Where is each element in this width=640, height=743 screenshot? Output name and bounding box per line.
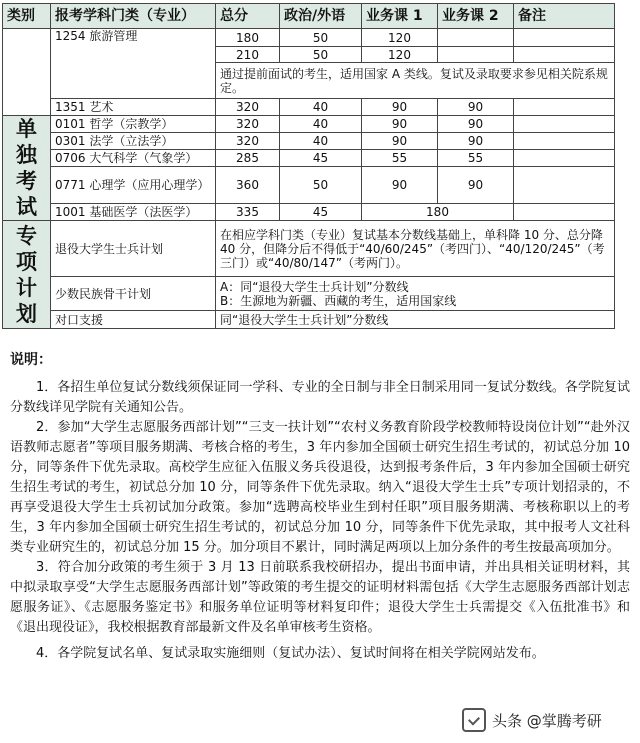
watermark-text: 头条 @掌腾考研	[492, 711, 602, 730]
course2-cell: 55	[438, 150, 514, 167]
course2-cell: 90	[438, 167, 514, 203]
course1-cell: 120	[362, 29, 438, 47]
course1-cell: 90	[362, 116, 438, 133]
politics-cell: 40	[280, 116, 362, 133]
total-cell: 335	[216, 203, 280, 220]
subject-cell: 1351 艺术	[51, 99, 216, 116]
subject-cell: 对口支援	[51, 311, 216, 329]
subject-cell: 少数民族骨干计划	[51, 277, 216, 311]
politics-cell: 45	[280, 150, 362, 167]
course2-cell: 90	[438, 116, 514, 133]
note-cell	[514, 99, 615, 116]
total-cell: 210	[216, 47, 280, 63]
policy-line-b: B：生源地为新疆、西藏的考生，适用国家线	[220, 293, 457, 308]
table-row	[3, 150, 615, 167]
category-cell	[3, 29, 51, 116]
table-row	[3, 277, 615, 311]
header-category: 类别	[3, 4, 51, 29]
note-cell	[514, 133, 615, 150]
course1-cell: 90	[362, 167, 438, 203]
header-politics: 政治/外语	[280, 4, 362, 29]
table-row	[3, 311, 615, 329]
subject-cell: 1001 基础医学（法医学）	[51, 203, 216, 220]
total-cell: 320	[216, 99, 280, 116]
subject-cell: 退役大学生士兵计划	[51, 221, 216, 277]
subject-cell: 0706 大气科学（气象学）	[51, 150, 216, 167]
subject-cell: 0301 法学（立法学）	[51, 133, 216, 150]
policy-line-a: A：同“退役大学生士兵计划”分数线	[220, 279, 409, 294]
total-cell: 320	[216, 133, 280, 150]
subject-cell: 1254 旅游管理	[51, 29, 216, 99]
category-cell: 专项计划	[3, 221, 51, 329]
politics-cell: 50	[280, 29, 362, 47]
table-row	[3, 203, 615, 220]
header-subject: 报考学科门类（专业）	[51, 4, 216, 29]
total-cell: 360	[216, 167, 280, 203]
course2-cell	[438, 47, 514, 63]
table-row	[3, 116, 615, 133]
watermark	[462, 708, 602, 732]
notes-section	[10, 350, 630, 664]
checkbox-icon	[462, 708, 486, 732]
course1-cell: 90	[362, 99, 438, 116]
score-table	[2, 3, 615, 329]
merged-note-cell: 通过提前面试的考生，适用国家 A 类线。复试及录取要求参见相关院系规定。	[216, 63, 615, 99]
politics-cell: 40	[280, 133, 362, 150]
policy-text-cell: 同“退役大学生士兵计划”分数线	[216, 311, 615, 329]
total-cell: 180	[216, 29, 280, 47]
category-cell: 单独考试	[3, 116, 51, 221]
header-note: 备注	[514, 4, 615, 29]
table-row	[3, 133, 615, 150]
table-row	[3, 99, 615, 116]
note-paragraph-1: 1．各招生单位复试分数线须保证同一学科、专业的全日制与非全日制采用同一复试分数线。各学院复试分数线详见学院有关通知公告。	[10, 380, 630, 415]
header-total: 总分	[216, 4, 280, 29]
course1-cell: 180	[362, 203, 514, 220]
course1-cell: 55	[362, 150, 438, 167]
politics-cell: 50	[280, 47, 362, 63]
note-paragraph-2: 2．参加“大学生志愿服务西部计划”“三支一扶计划”“农村义务教育阶段学校教师特设岗位计划”“赴外汉语教师志愿者”等项目服务期满、考核合格的考生，3 年内参加全国硕士研究生招生考试的，初试总分加 10 分，同等条件下优先录取。高校学生应征入伍服义务兵役退役，达到报考条件后，3 年内参加全国硕士研究生招生考试的考生，初试总分加 10 分，同等条件下优先录取。纳入“退役大学生士兵”专项计划招录的，不再享受退役大学生士兵初试加分政策。参加“选聘高校毕业生到村任职”项目服务期满、考核称职以上的考生，3 年内参加全国硕士研究生招生考试的，初试总分加 10 分，同等条件下优先录取，其中报考人文社科类专业研究生的，初试总分加 15 分。加分项目不累计，同时满足两项以上加分条件的考生按最高项加分。	[10, 420, 630, 555]
note-cell	[514, 29, 615, 47]
table-row	[3, 221, 615, 277]
subject-cell: 0101 哲学（宗教学）	[51, 116, 216, 133]
note-paragraph-4: 4．各学院复试名单、复试录取实施细则（复试办法）、复试时间将在相关学院网站发布。	[36, 646, 545, 661]
subject-cell: 0771 心理学（应用心理学）	[51, 167, 216, 203]
note-cell	[514, 167, 615, 203]
course2-cell: 90	[438, 133, 514, 150]
note-cell	[514, 47, 615, 63]
header-course1: 业务课 1	[362, 4, 438, 29]
policy-text-cell: 在相应学科门类（专业）复试基本分数线基础上，单科降 10 分、总分降 40 分，但降分后不得低于“40/60/245”（考四门）、“40/120/245”（考三门）或“40/80/147”（考两门）。	[216, 221, 615, 277]
notes-title: 说明：	[10, 352, 52, 368]
politics-cell: 40	[280, 99, 362, 116]
course2-cell	[438, 29, 514, 47]
politics-cell: 45	[280, 203, 362, 220]
header-course2: 业务课 2	[438, 4, 514, 29]
header-row	[3, 4, 615, 29]
note-paragraph-3: 3．符合加分政策的考生须于 3 月 13 日前联系我校研招办，提出书面申请，并出具相关证明材料，其中拟录取享受“大学生志愿服务西部计划”等政策的考生提交的证明材料需包括《大学生志愿服务西部计划志愿服务证》、《志愿服务鉴定书》和服务单位证明等材料复印件；退役大学生士兵需提交《入伍批准书》和《退出现役证》，我校根据教育部最新文件及名单审核考生资格。	[10, 560, 630, 635]
total-cell: 285	[216, 150, 280, 167]
note-cell	[514, 116, 615, 133]
policy-text-cell	[216, 277, 615, 311]
course1-cell: 90	[362, 133, 438, 150]
total-cell: 320	[216, 116, 280, 133]
politics-cell: 50	[280, 167, 362, 203]
note-cell	[514, 203, 615, 220]
table-row	[3, 167, 615, 203]
course2-cell: 90	[438, 99, 514, 116]
note-cell	[514, 150, 615, 167]
table-row	[3, 29, 615, 47]
course1-cell: 120	[362, 47, 438, 63]
